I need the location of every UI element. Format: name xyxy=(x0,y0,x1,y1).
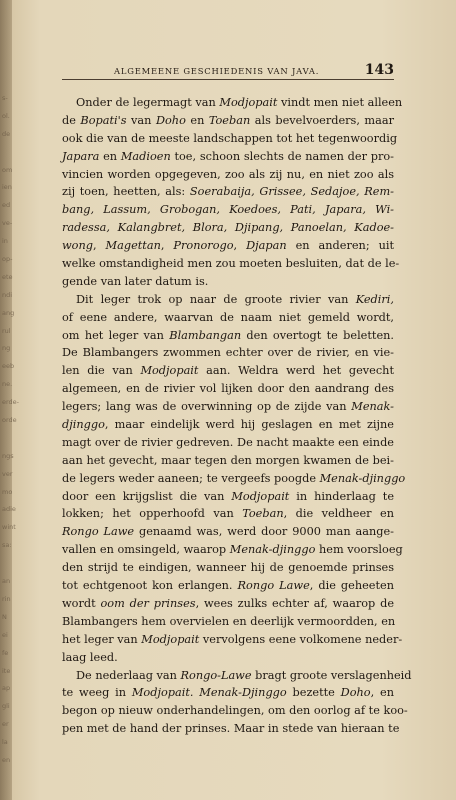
bleed-fragment: an xyxy=(2,578,11,586)
text-line xyxy=(62,470,406,488)
running-title: ALGEMEENE GESCHIEDENIS VAN JAVA. xyxy=(114,66,320,76)
text-line xyxy=(62,416,394,434)
italic-text: Modjopait xyxy=(219,96,278,109)
text-span: legers; lang was de overwinning op de zijde van xyxy=(62,400,352,414)
italic-text: Menak- xyxy=(351,400,394,414)
text-span: bragt groote verslagenheid xyxy=(251,668,412,682)
italic-text: Modjopait xyxy=(141,632,200,646)
text-span: de xyxy=(62,113,81,127)
text-span: len die van xyxy=(62,364,141,378)
text-span: begon op nieuw onderhandelingen, om den oorlog af te koo- xyxy=(62,704,408,718)
text-line xyxy=(62,649,394,667)
text-span: wordt xyxy=(62,596,101,610)
text-span: tot echtgenoot kon erlangen. xyxy=(62,579,238,593)
bleed-fragment xyxy=(0,435,20,453)
text-line xyxy=(62,667,412,685)
text-span: te weeg in xyxy=(62,686,132,700)
text-line xyxy=(62,684,394,702)
text-span: , die veldheer en xyxy=(283,507,394,521)
italic-text: Menak-djinggo xyxy=(319,471,406,485)
italic-text: Bopati's xyxy=(80,113,127,127)
text-line xyxy=(62,94,403,112)
bleed-fragment: la xyxy=(2,739,8,747)
text-line xyxy=(62,327,394,345)
bleed-fragment: er xyxy=(2,721,9,729)
text-line xyxy=(62,130,398,148)
text-span: algemeen, en de rivier vol lijken door den aandrang des xyxy=(62,382,394,396)
italic-text: Doho xyxy=(340,686,371,700)
text-span: en anderen; uit xyxy=(286,239,395,253)
text-line xyxy=(62,255,400,273)
bleed-fragment: ei xyxy=(2,631,8,639)
bleed-fragment: gli xyxy=(2,703,10,711)
body-text xyxy=(62,94,412,738)
text-span: , die geheeten xyxy=(309,579,394,593)
text-span: Dit leger trok op naar de groote rivier van xyxy=(76,292,356,306)
italic-text: Magettan xyxy=(105,239,161,253)
header-rule xyxy=(62,79,394,80)
text-span: De Blambangers zwommen echter over de rivier, en vie- xyxy=(62,346,394,360)
italic-text: wong xyxy=(62,239,93,253)
text-line xyxy=(62,273,394,291)
text-span: , xyxy=(160,239,174,253)
text-span: van xyxy=(126,113,156,127)
text-span: den overtogt te beletten. xyxy=(241,328,395,342)
text-line xyxy=(62,201,394,219)
bleed-fragment: om xyxy=(2,166,13,174)
text-line xyxy=(62,720,400,738)
italic-text: radessa, Kalangbret, Blora, Djipang, Panoelan, Kadoe- xyxy=(62,221,394,235)
page-header xyxy=(62,62,394,80)
text-span: hem voorsloeg xyxy=(315,543,403,557)
text-line xyxy=(62,452,394,470)
text-line xyxy=(62,291,394,309)
text-span: of eene andere, waarvan de naam niet gemeld wordt, xyxy=(62,310,394,324)
bleed-fragment: adie xyxy=(2,506,16,514)
text-line xyxy=(62,398,394,416)
italic-text: Toeban xyxy=(208,113,251,127)
italic-text: djinggo xyxy=(62,418,105,432)
italic-text: Menak-djinggo xyxy=(229,543,316,557)
text-span: en xyxy=(185,113,209,127)
bleed-fragment: ol. xyxy=(2,112,10,120)
bleed-fragment: ver xyxy=(2,470,13,478)
text-span: Onder de legermagt van xyxy=(76,96,220,109)
text-span: magt over de rivier gedreven. De nacht maakte een einde xyxy=(62,435,394,449)
italic-text: Blambangan xyxy=(169,328,242,342)
bleed-fragment: erde- xyxy=(2,399,20,407)
text-line xyxy=(62,559,394,577)
bleed-fragment: sa: xyxy=(2,542,12,550)
text-span: de legers weder aaneen; te vergeefs poogde xyxy=(62,471,320,485)
italic-text: Doho xyxy=(155,113,186,127)
text-span: , xyxy=(233,239,247,253)
italic-text: Kediri, xyxy=(355,292,394,306)
text-line xyxy=(62,541,403,559)
text-line xyxy=(62,148,394,166)
text-line xyxy=(62,362,394,380)
bleed-fragment: in xyxy=(2,238,8,246)
text-span: lokken; het opperhoofd van xyxy=(62,507,243,521)
italic-text: Soerabaija, Grissee, Sedajoe, Rem- xyxy=(189,185,394,199)
bleed-fragment: en xyxy=(2,756,11,764)
italic-text: Japara xyxy=(62,149,100,163)
text-span: , xyxy=(92,239,106,253)
text-line xyxy=(62,309,394,327)
text-span: De nederlaag van xyxy=(76,668,181,682)
text-span: vervolgens eene volkomene neder- xyxy=(199,632,403,646)
italic-text: Modjopait. Menak-Djinggo xyxy=(131,686,287,700)
italic-text: Toeban xyxy=(242,507,284,521)
text-line xyxy=(62,237,394,255)
text-span: pen met de hand der prinses. Maar in stede van hieraan te xyxy=(62,722,400,736)
text-line xyxy=(62,434,394,452)
bleed-fragment: ien xyxy=(2,184,12,192)
text-span: en xyxy=(99,149,121,163)
italic-text: Rongo Lawe xyxy=(62,525,135,539)
text-line xyxy=(62,702,408,720)
bleed-fragment: ed xyxy=(2,202,11,210)
text-line xyxy=(62,112,394,130)
text-span: zij toen, heetten, als: xyxy=(62,185,190,199)
text-span: bezette xyxy=(286,686,341,700)
text-span: ook die van de meeste landschappen tot het tegenwoordig xyxy=(62,131,398,145)
text-span: vincien worden opgegeven, zoo als zij nu, en niet zoo als xyxy=(62,167,394,181)
italic-text: Rongo-Lawe xyxy=(180,668,252,682)
text-span: gende van later datum is. xyxy=(62,274,209,288)
bleed-fragment: ap xyxy=(2,685,11,693)
text-span: toe, schoon slechts de namen der pro- xyxy=(170,149,394,163)
text-span: genaamd was, werd door 9000 man aange- xyxy=(134,525,394,539)
bleed-fragment: ndi xyxy=(2,291,13,299)
text-span: als bevelvoerders, maar xyxy=(250,113,395,127)
italic-text: oom der prinses xyxy=(100,596,196,610)
italic-text: Madioen xyxy=(120,149,171,163)
text-span: in hinderlaag te xyxy=(289,489,395,503)
text-line xyxy=(62,595,394,613)
bleed-fragment: eeb xyxy=(2,363,15,371)
bleed-fragment: fe xyxy=(2,649,9,657)
text-span: door een krijgslist die van xyxy=(62,489,232,503)
italic-text: Modjopait xyxy=(140,364,199,378)
bleed-fragment: ng xyxy=(2,345,11,353)
text-line xyxy=(62,344,394,362)
bleed-fragment: s- xyxy=(2,95,8,102)
italic-text: Modjopait xyxy=(231,489,290,503)
text-span: het leger van xyxy=(62,632,142,646)
bleed-fragment: rin xyxy=(2,595,11,603)
italic-text: Rongo Lawe xyxy=(237,579,310,593)
text-span: , wees zulks echter af, waarop de xyxy=(195,596,395,610)
italic-text: Djapan xyxy=(246,239,287,253)
bleed-fragment: orde xyxy=(2,417,17,425)
bleed-fragment: op- xyxy=(2,256,13,264)
page-number: 143 xyxy=(364,62,394,78)
bleed-fragment: mo xyxy=(2,488,13,496)
text-line xyxy=(62,166,394,184)
bleed-fragment: N xyxy=(2,613,7,621)
text-span: vindt men niet alleen xyxy=(277,96,403,109)
text-line xyxy=(62,613,394,631)
text-line xyxy=(62,183,394,201)
text-line xyxy=(62,505,394,523)
italic-text: bang, Lassum, Grobogan, Koedoes, Pati, Japara, Wi- xyxy=(62,203,394,217)
text-span: den strijd te eindigen, wanneer hij de genoemde prinses xyxy=(62,561,394,575)
text-span: Blambangers hem overvielen en deerlijk vermoordden, en xyxy=(62,614,396,628)
bleed-fragment xyxy=(0,149,20,167)
text-line xyxy=(62,577,394,595)
text-span: aan. Weldra werd het gevecht xyxy=(198,364,394,378)
bleed-fragment: ete xyxy=(2,273,13,281)
text-line xyxy=(62,219,394,237)
bleed-fragment: wint xyxy=(2,524,16,532)
bleed-fragment: ne. xyxy=(2,381,13,389)
text-span: aan het gevecht, maar tegen den morgen kwamen de bei- xyxy=(62,453,394,467)
text-span: om het leger van xyxy=(62,328,170,342)
text-line xyxy=(62,631,403,649)
bleed-fragment: rul xyxy=(2,327,11,335)
text-line xyxy=(62,488,394,506)
text-line xyxy=(62,380,394,398)
text-span: , maar eindelijk werd hij geslagen en met zijne xyxy=(104,418,394,432)
bleed-fragment xyxy=(0,560,20,578)
facing-page-bleed xyxy=(0,95,20,785)
bleed-fragment: ang xyxy=(2,309,15,317)
text-span: , en xyxy=(370,686,394,700)
bleed-fragment: de xyxy=(2,130,11,138)
bleed-fragment: ite xyxy=(2,667,11,675)
text-span: vallen en omsingeld, waarop xyxy=(62,543,230,557)
text-span: laag leed. xyxy=(62,650,118,664)
text-span: welke omstandigheid men zou moeten besluiten, dat de le- xyxy=(62,257,400,271)
italic-text: Pronorogo xyxy=(173,239,234,253)
text-line xyxy=(62,523,394,541)
bleed-fragment: ve- xyxy=(2,220,13,228)
bleed-fragment: ngs xyxy=(2,452,14,460)
